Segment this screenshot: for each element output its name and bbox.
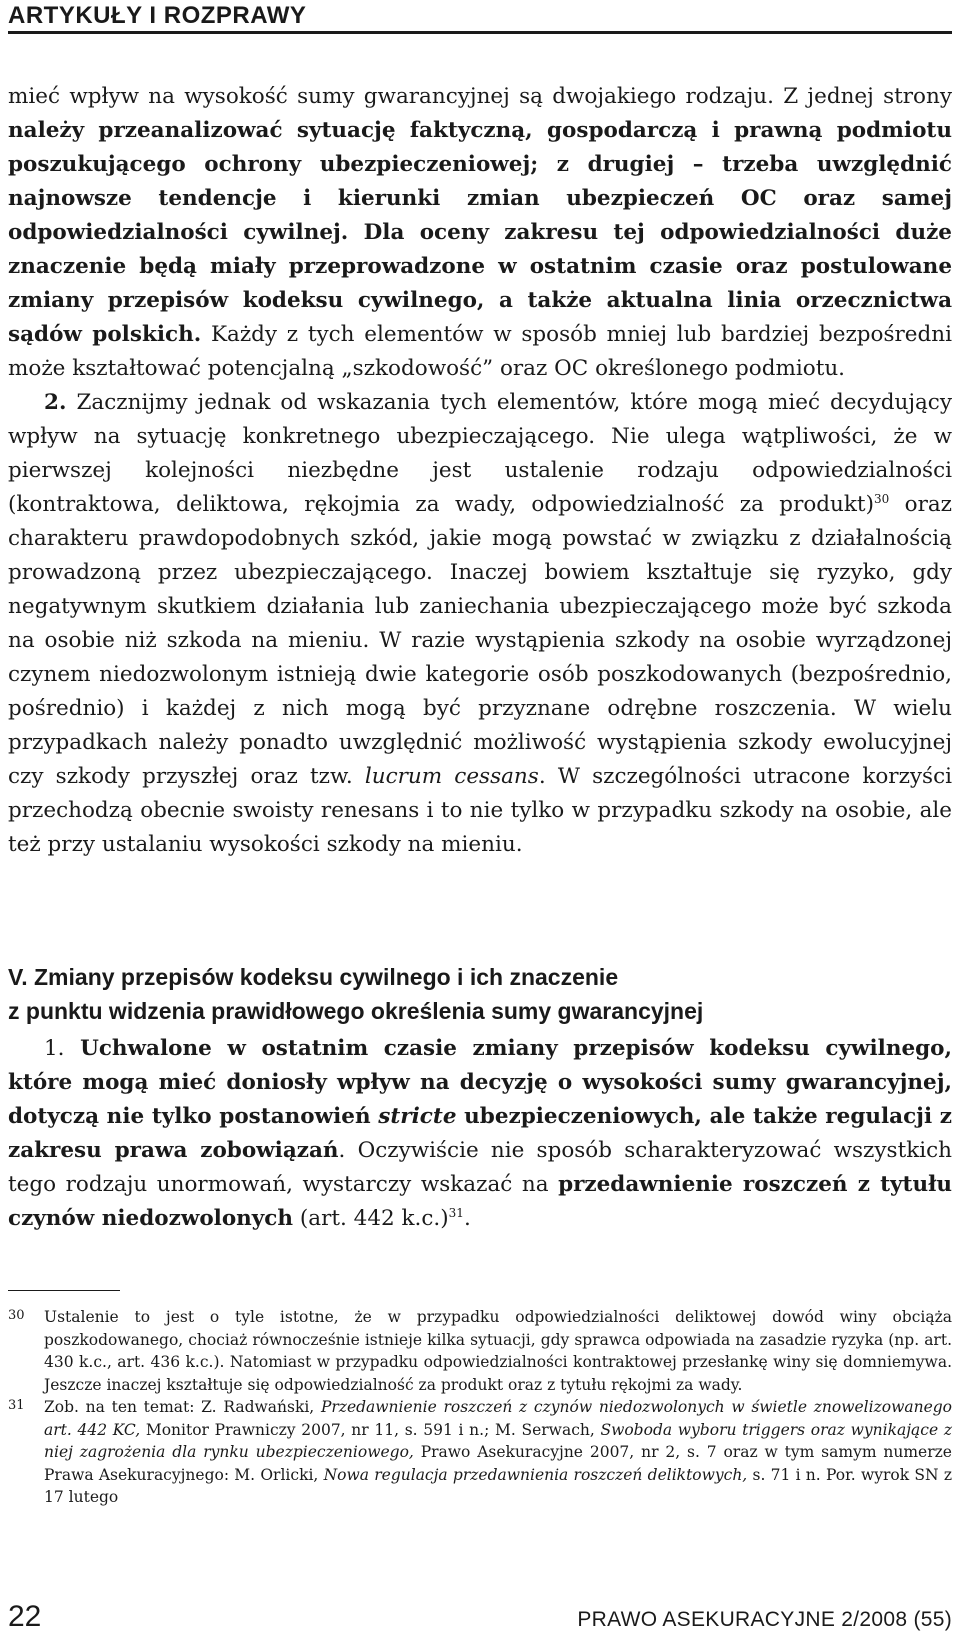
text-run: Każdy z tych elementów w sposób mniej lub bardziej bezpośredni może kształtować potencjalną „szkodowość” oraz OC określonego podmiotu. [8, 322, 952, 381]
text-run: Ustalenie to jest o tyle istotne, że w przypadku odpowiedzialności deliktowej dowód winy obciąża poszkodowanego, chociaż równocześnie istnieje kilka sytuacji, gdy sprawca odpowiada na zasadzie ryzyka (np. art. 430 k.c., art. 436 k.c.). Natomiast w przypadku odpowiedzialności kontraktowej przesłankę winy się domniemywa. Jeszcze inaczej kształtuje się odpowiedzialność za produkt oraz z tytułu rękojmi za wady. [44, 1308, 952, 1394]
paragraph [8, 80, 952, 386]
footnote-text [44, 1396, 952, 1509]
section-heading [8, 960, 952, 1028]
paragraph [8, 1032, 952, 1236]
text-run: mieć wpływ na wysokość sumy gwarancyjnej są dwojakiego rodzaju. Z jednej strony [8, 84, 952, 109]
footnote-number: 31 [8, 1398, 25, 1413]
italic-text-run: lucrum cessans [364, 764, 539, 789]
bold-text-run: Uchwalone w ostatnim czasie zmiany przepisów kodeksu cywilnego, które mogą mieć doniosły wpływ na decyzję o wysokości sumy gwarancyjnej, dotyczą nie tylko postanowień [8, 1036, 952, 1129]
bold-italic-text-run: stricte [378, 1104, 457, 1129]
text-run: s. 71 i n. Por. wyrok SN z 17 lutego [44, 1465, 952, 1506]
footnote-30 [8, 1306, 952, 1396]
footnote-divider [8, 1290, 120, 1291]
footnote-ref-30[interactable]: 30 [873, 491, 890, 506]
footnote-31 [8, 1396, 952, 1509]
bold-text-run: ubezpieczeniowych, ale także regulacji z zakresu prawa zobowiązań [8, 1104, 952, 1163]
paragraph [8, 386, 952, 862]
paragraph-number: 2. [44, 390, 67, 415]
section-header [8, 0, 952, 34]
section-body [8, 1032, 952, 1236]
text-run: Prawo Asekuracyjne 2007, nr 2, s. 7 oraz w tym samym numerze Prawa Asekuracyjnego: M. Orlicki, [44, 1443, 952, 1484]
text-run: Zob. na ten temat: Z. Radwański, [44, 1398, 321, 1416]
article-body [8, 80, 952, 862]
text-run: . W szczególności utracone korzyści przechodzą obecnie swoisty renesans i to nie tylko w przypadku szkody na osobie, ale też przy ustalaniu wysokości szkody na mieniu. [8, 764, 953, 857]
text-run: (art. 442 k.c.) [293, 1206, 449, 1231]
italic-text-run: Przedawnienie roszczeń z czynów niedozwolonych w świetle znowelizowanego art. 442 KC, [44, 1398, 952, 1439]
text-run: oraz charakteru prawdopodobnych szkód, jakie mogą powstać w związku z działalnością prowadzoną przez ubezpieczającego. Inaczej bowiem kształtuje się ryzyko, gdy negatywnym skutkiem działania lub zaniechania ubezpieczającego może być szkoda na osobie niż szkoda na mieniu. W razie wystąpienia szkody na osobie wyrządzonej czynem niedozwolonym istnieją dwie kategorie osób poszkodowanych (bezpośrednio, pośrednio) i każdej z nich mogą być przyznane odrębne roszczenia. W wielu przypadkach należy ponadto uwzględnić możliwość wystąpienia szkody ewolucyjnej czy szkody przyszłej oraz tzw. [8, 492, 953, 789]
footnote-number: 30 [8, 1308, 25, 1323]
text-run: Zacznijmy jednak od wskazania tych elementów, które mogą mieć decydujący wpływ na sytuację konkretnego ubezpieczającego. Nie ulega wątpliwości, że w pierwszej kolejności niezbędne jest ustalenie rodzaju odpowiedzialności (kontraktowa, deliktowa, rękojmia za wady, odpowiedzialność za produkt) [8, 390, 952, 517]
paragraph-number: 1. [44, 1036, 65, 1061]
page-number: 22 [8, 1600, 42, 1633]
section-heading-line: V. Zmiany przepisów kodeksu cywilnego i ich znaczenie [8, 964, 619, 990]
section-heading-line: z punktu widzenia prawidłowego określenia sumy gwarancyjnej [8, 998, 704, 1024]
text-run: . Oczywiście nie sposób scharakteryzować wszystkich tego rodzaju unormowań, wystarczy wskazać na [8, 1138, 952, 1197]
bold-text-run: należy przeanalizować sytuację faktyczną, gospodarczą i prawną podmiotu poszukującego ochrony ubezpieczeniowej; z drugiej – trzeba uwzględnić najnowsze tendencje i kierunki zmian ubezpieczeń OC oraz samej odpowiedzialności cywilnej. Dla oceny zakresu tej odpowiedzialności duże znaczenie będą miały przeprowadzone w ostatnim czasie oraz postulowane zmiany przepisów kodeksu cywilnego, a także aktualna linia orzecznictwa sądów polskich. [8, 118, 952, 347]
footnote-ref-31[interactable]: 31 [448, 1205, 464, 1220]
journal-name: PRAWO ASEKURACYJNE 2/2008 (55) [577, 1608, 952, 1631]
page-footer [8, 1600, 952, 1640]
text-run: Monitor Prawniczy 2007, nr 11, s. 591 i n.; M. Serwach, [140, 1420, 601, 1439]
footnote-text [44, 1306, 952, 1396]
section-label: ARTYKUŁY I ROZPRAWY [8, 2, 307, 29]
bold-text-run: przedawnienie roszczeń z tytułu czynów niedozwolonych [8, 1172, 952, 1231]
text-run: . [463, 1206, 471, 1231]
footnotes [8, 1306, 952, 1509]
italic-text-run: Swoboda wyboru triggers oraz wynikające z niej zagrożenia dla rynku ubezpieczeniowego, [44, 1420, 952, 1461]
italic-text-run: Nowa regulacja przedawnienia roszczeń deliktowych, [323, 1465, 748, 1484]
